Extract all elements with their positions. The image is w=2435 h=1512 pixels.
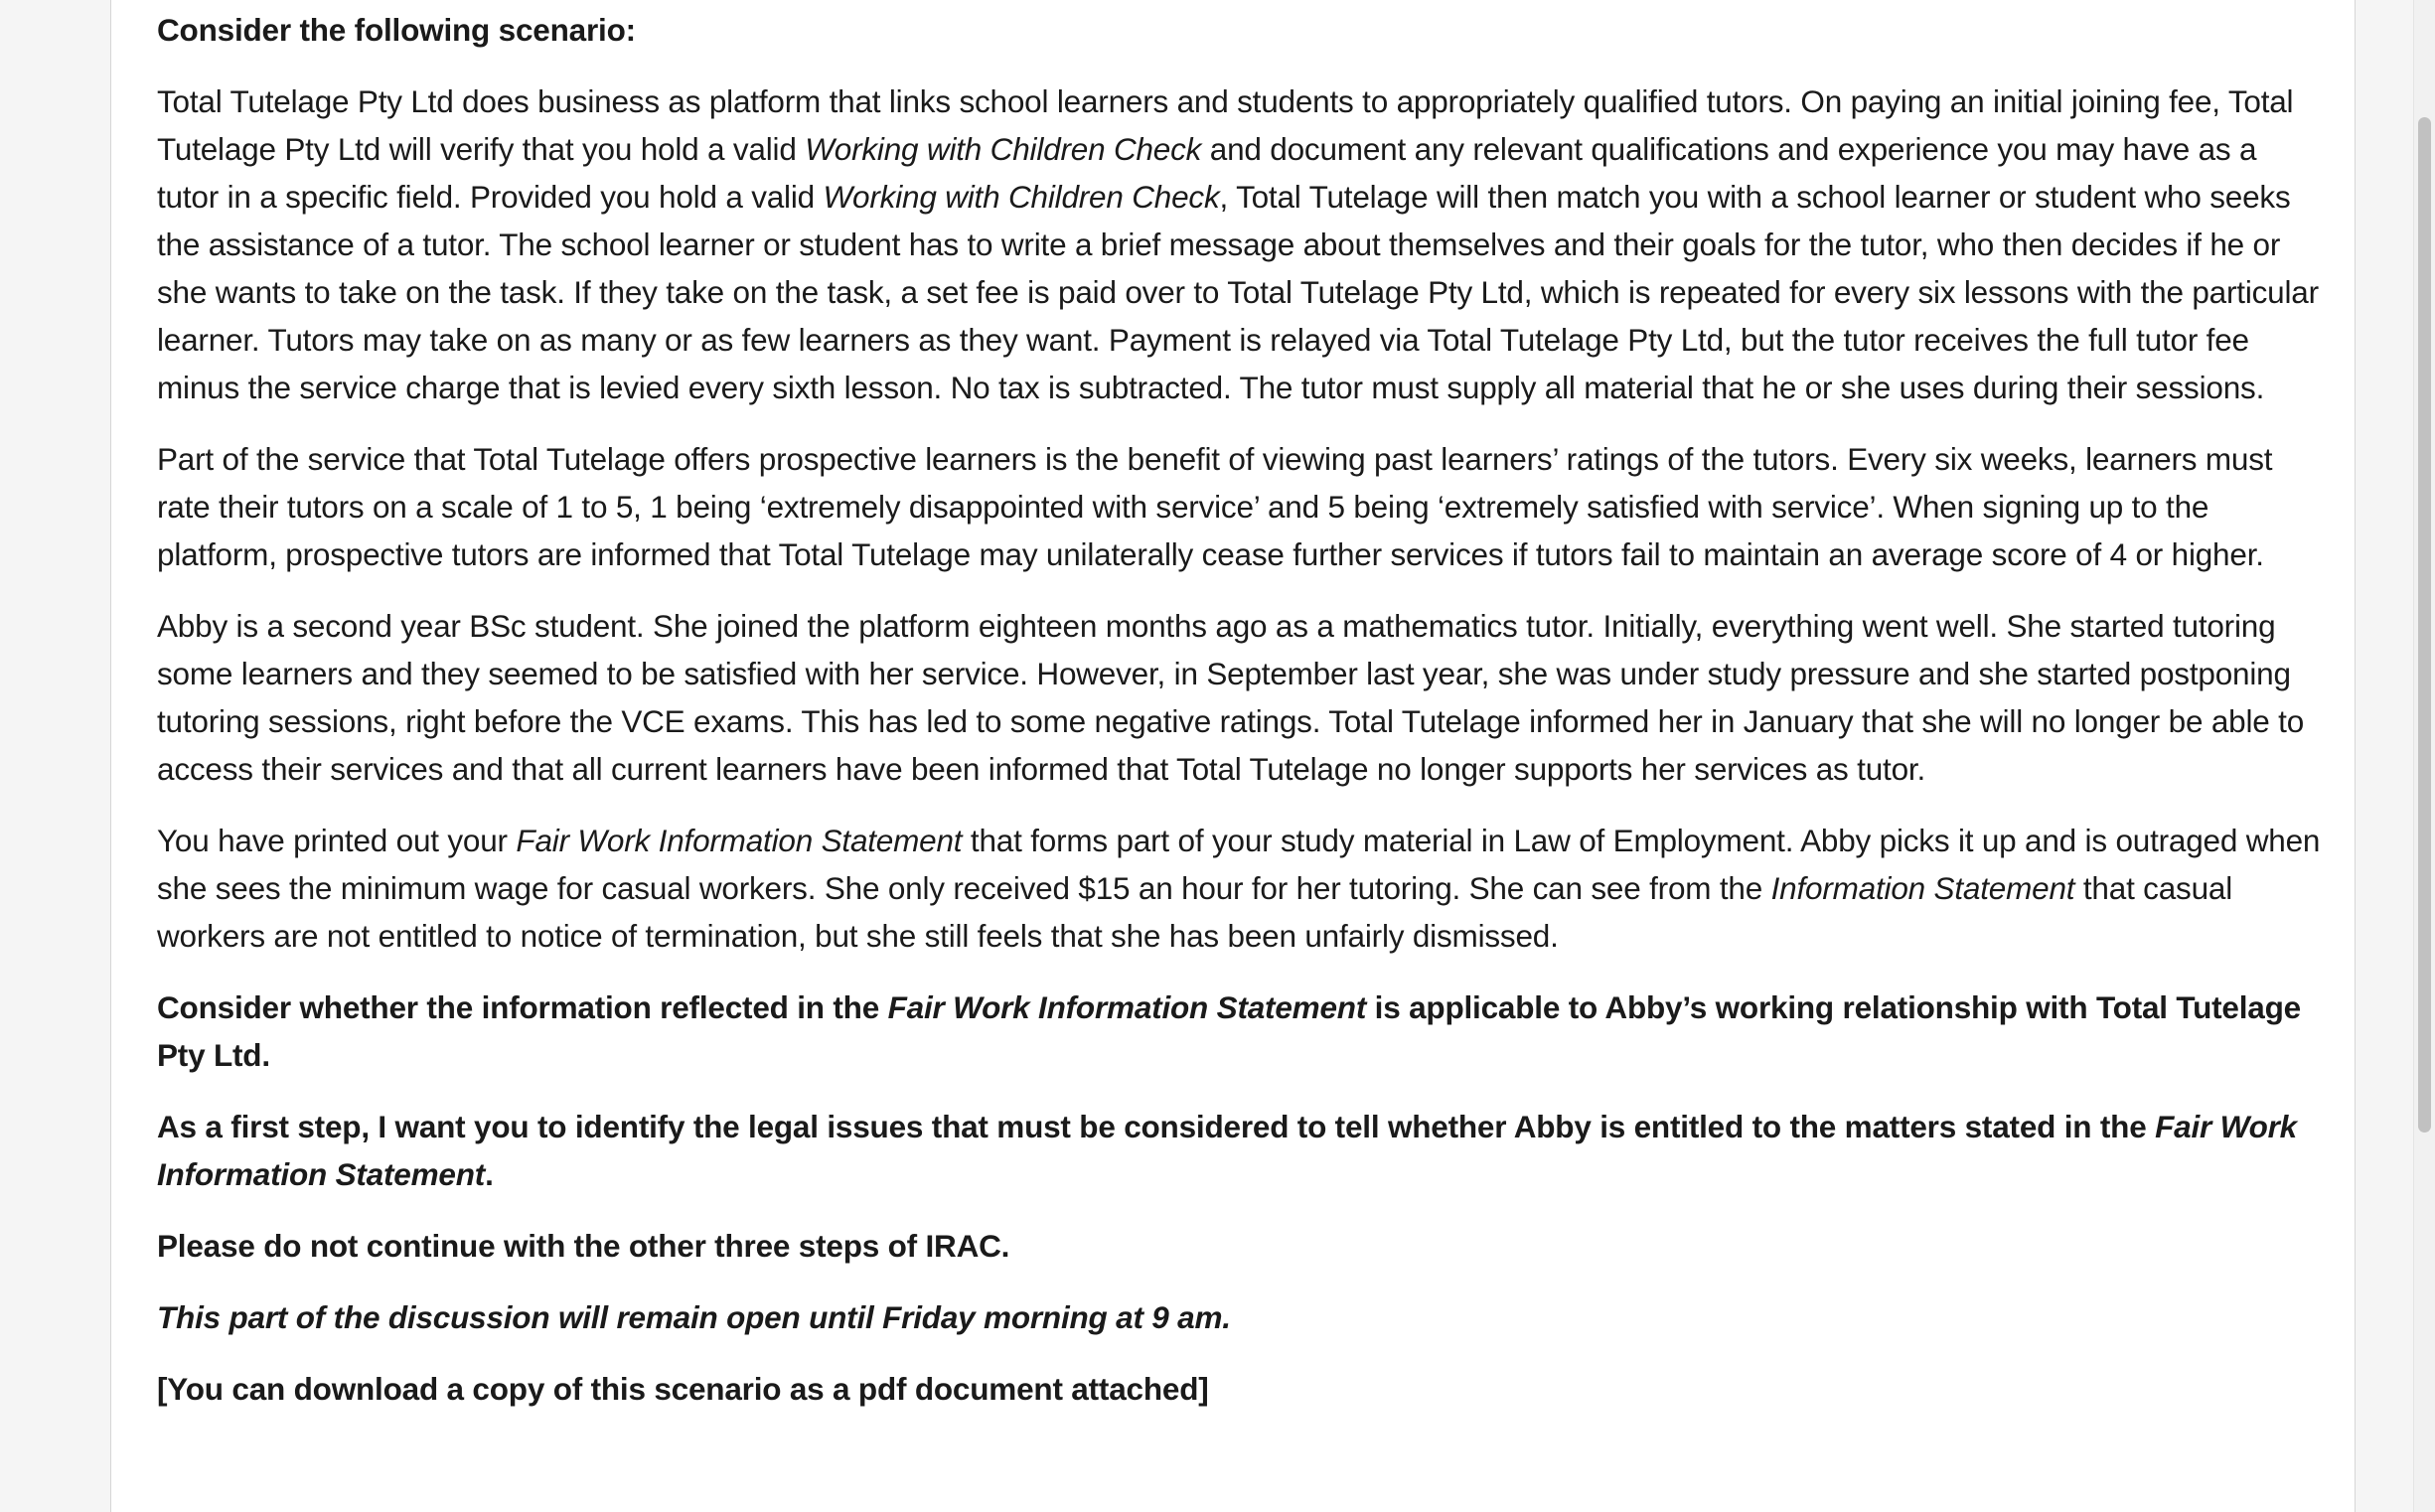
para4-text-1: You have printed out your — [157, 823, 517, 858]
question1-text-2: is applicable to Abby’s working relationship with Total Tutelage Pty Ltd. — [157, 989, 2301, 1073]
scenario-paragraph-2: Part of the service that Total Tutelage offers prospective learners is the benefit of viewing past learners’ ratings of the tutors. Every six weeks, learners must rate their tutors on a scale of 1 to 5, 1 being ‘extremely disappointed with service’ and 5 being ‘extremely satisfied with service’. When signing up to the platform, prospective tutors are informed that Total Tutelage may unilaterally cease further services if tutors fail to maintain an average score of 4 or higher. — [157, 441, 2273, 572]
para4-text-3: that casual workers are not entitled to notice of termination, but she still feels that she has been unfairly dismissed. — [157, 870, 2233, 954]
para4-italic-2: Information Statement — [1770, 870, 2075, 906]
discussion-deadline: This part of the discussion will remain open until Friday morning at 9 am. — [157, 1299, 1231, 1335]
question2-italic-1: Fair Work Information Statement — [157, 1109, 2297, 1192]
scenario-content — [157, 6, 2323, 1436]
para4-text-2: that forms part of your study material in Law of Employment. Abby picks it up and is outraged when she sees the minimum wage for casual workers. She only received $15 an hour for her tutoring. She can see from the — [157, 823, 2321, 906]
question2-text-1: As a first step, I want you to identify the legal issues that must be considered to tell whether Abby is entitled to the matters stated in the — [157, 1109, 2156, 1144]
para1-text-1: Total Tutelage Pty Ltd does business as platform that links school learners and students to appropriately qualified tutors. On paying an initial joining fee, Total Tutelage Pty Ltd will verify that you hold a valid — [157, 83, 2294, 167]
para1-text-2: and document any relevant qualifications and experience you may have as a tutor in a specific field. Provided you hold a valid — [157, 131, 2257, 215]
para1-text-3: , Total Tutelage will then match you with a school learner or student who seeks the assistance of a tutor. The school learner or student has to write a brief message about themselves and their goals for the tutor, who then decides if he or she wants to take on the task. If they take on the task, a set fee is paid over to Total Tutelage Pty Ltd, which is repeated for every six lessons with the particular learner. Tutors may take on as many or as few learners as they want. Payment is relayed via Total Tutelage Pty Ltd, but the tutor receives the full tutor fee minus the service charge that is levied every sixth lesson. No tax is subtracted. The tutor must supply all material that he or she uses during their sessions. — [157, 179, 2319, 405]
question-1 — [157, 983, 2323, 1079]
question1-text-1: Consider whether the information reflected in the — [157, 989, 888, 1025]
para4-italic-1: Fair Work Information Statement — [516, 823, 963, 858]
question2-text-2: . — [485, 1156, 494, 1192]
scrollbar-thumb[interactable] — [2418, 117, 2431, 1133]
vertical-scrollbar[interactable] — [2413, 0, 2435, 1512]
attachment-note: [You can download a copy of this scenario as a pdf document attached] — [157, 1371, 1209, 1407]
irac-instruction: Please do not continue with the other three steps of IRAC. — [157, 1228, 1010, 1264]
question1-italic-1: Fair Work Information Statement — [887, 989, 1367, 1025]
scenario-heading: Consider the following scenario: — [157, 12, 636, 48]
para1-italic-2: Working with Children Check — [823, 179, 1220, 215]
scenario-paragraph-4 — [157, 817, 2323, 960]
question-2 — [157, 1103, 2323, 1198]
scenario-paragraph-3: Abby is a second year BSc student. She joined the platform eighteen months ago as a mathematics tutor. Initially, everything went well. She started tutoring some learners and they seemed to be satisfied with her service. However, in September last year, she was under study pressure and she started postponing tutoring sessions, right before the VCE exams. This has led to some negative ratings. Total Tutelage informed her in January that she will no longer be able to access their services and that all current learners have been informed that Total Tutelage no longer supports her services as tutor. — [157, 608, 2305, 787]
document-panel — [110, 0, 2356, 1512]
scenario-paragraph-1 — [157, 77, 2323, 411]
para1-italic-1: Working with Children Check — [805, 131, 1202, 167]
